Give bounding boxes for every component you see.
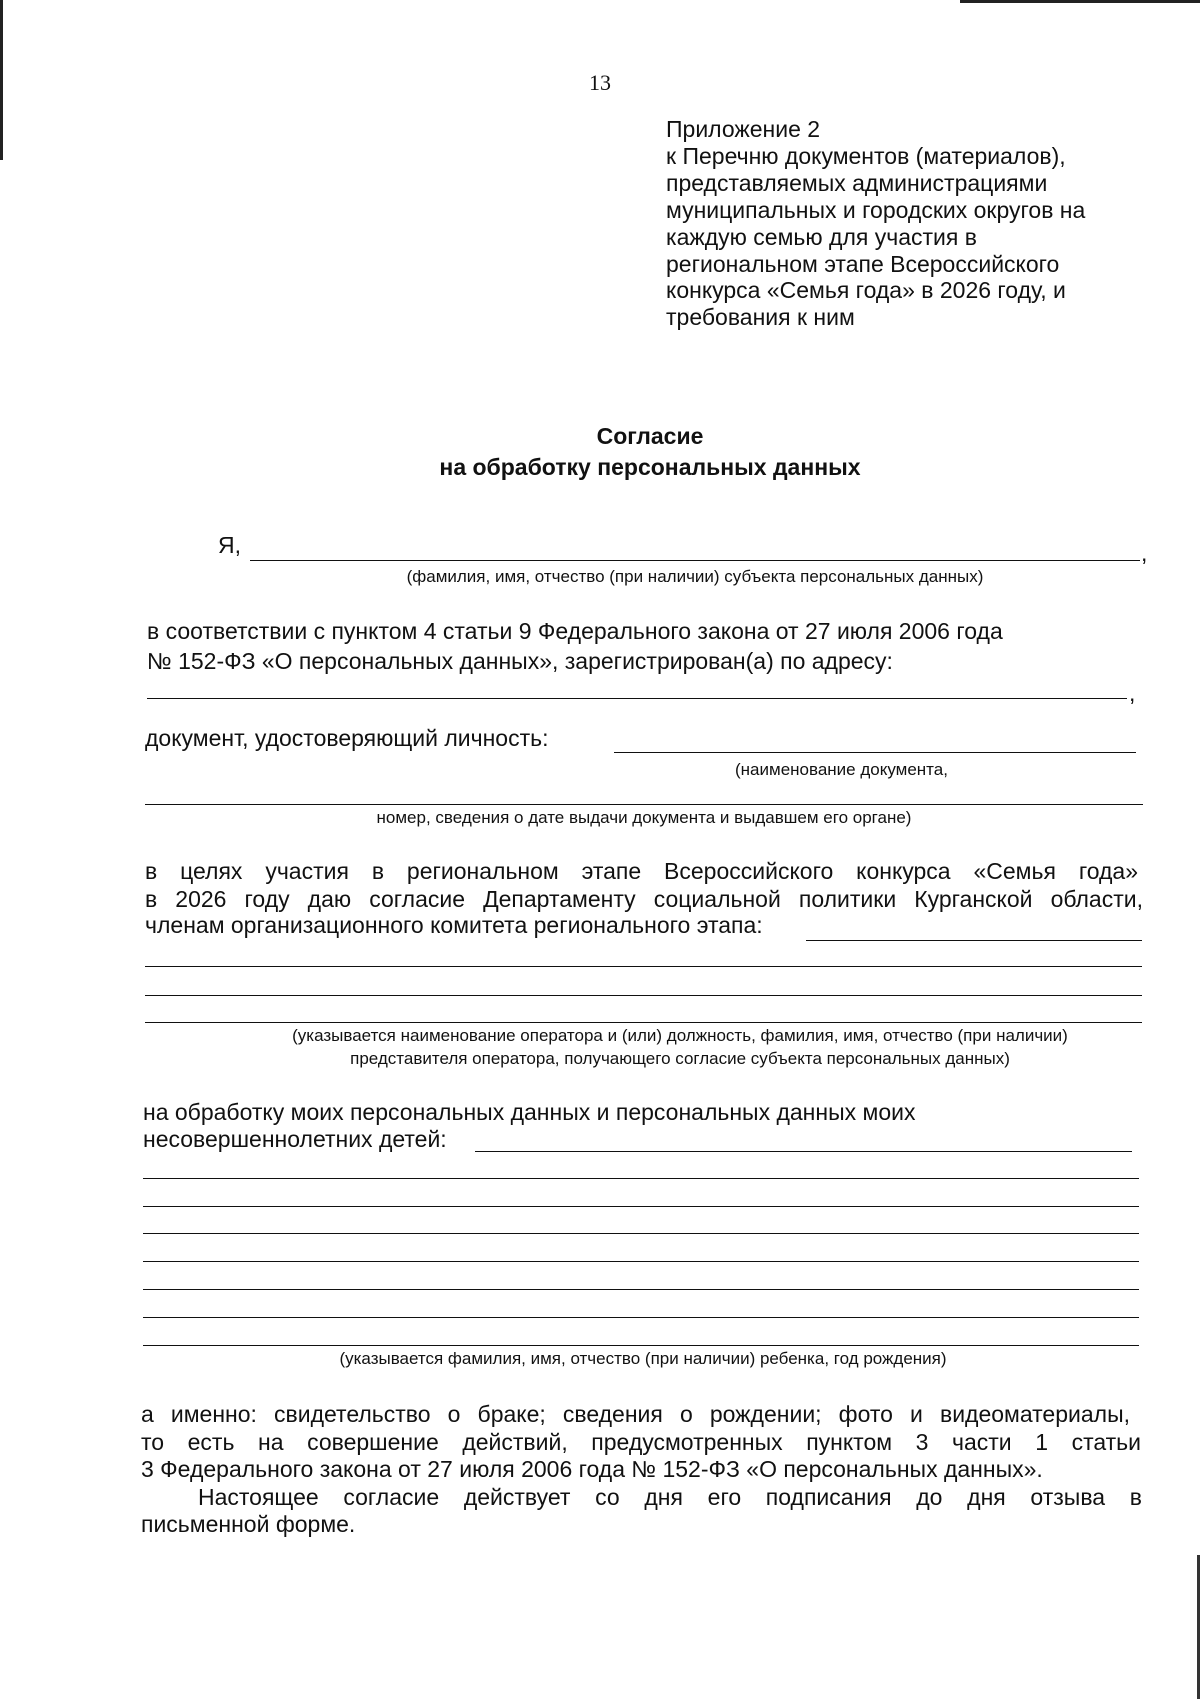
annex-line: требования к ним (666, 304, 855, 331)
address-fill-line[interactable] (147, 698, 1127, 699)
validity-text-line: Настоящее согласие действует со дня его подписания до дня отзыва в (198, 1484, 1142, 1510)
children-fill-line[interactable] (475, 1151, 1132, 1152)
annex-block (666, 116, 1085, 331)
annex-line: Приложение 2 (666, 116, 821, 142)
operator-fill-line[interactable] (145, 966, 1142, 967)
children-fill-line[interactable] (143, 1206, 1139, 1207)
operator-fill-line[interactable] (806, 940, 1142, 941)
doc-details-caption: номер, сведения о дате выдачи документа и выдавшем его органе) (376, 808, 912, 827)
operator-caption: представителя оператора, получающего согласие субъекта персональных данных) (350, 1049, 1010, 1068)
purpose-text-line: в целях участия в региональном этапе Всероссийского конкурса «Семья года» (145, 858, 1138, 884)
doc-caption: (наименование документа, (735, 760, 948, 779)
scan-edge-top (960, 0, 1200, 3)
name-caption: (фамилия, имя, отчество (при наличии) субъекта персональных данных) (406, 567, 984, 586)
annex-line: представляемых администрациями (666, 169, 1048, 196)
law-text-line: № 152-ФЗ «О персональных данных», зарегистрирован(а) по адресу: (147, 648, 893, 674)
annex-line: каждую семью для участия в (666, 223, 977, 250)
document-title: Согласие (596, 423, 704, 449)
document-subtitle: на обработку персональных данных (439, 454, 861, 480)
annex-line: региональном этапе Всероссийского (666, 250, 1060, 277)
children-text-line: несовершеннолетних детей: (143, 1126, 447, 1152)
namely-text-line: то есть на совершение действий, предусмотренных пунктом 3 части 1 статьи (141, 1429, 1141, 1455)
annex-line: конкурса «Семья года» в 2026 году, и (666, 277, 1066, 304)
children-fill-line[interactable] (143, 1317, 1139, 1318)
validity-text-line: письменной форме. (141, 1511, 356, 1537)
operator-fill-line[interactable] (145, 995, 1142, 996)
operator-caption: (указывается наименование оператора и (или) должность, фамилия, имя, отчество (при наличии) (292, 1026, 1068, 1045)
children-text-line: на обработку моих персональных данных и персональных данных моих (143, 1099, 916, 1125)
children-fill-line[interactable] (143, 1289, 1139, 1290)
children-fill-line[interactable] (143, 1178, 1139, 1179)
annex-line: к Перечню документов (материалов), (666, 142, 1066, 169)
purpose-text-line: членам организационного комитета регионального этапа: (145, 912, 763, 938)
children-fill-line[interactable] (143, 1345, 1139, 1346)
doc-label: документ, удостоверяющий личность: (145, 725, 549, 751)
law-text-line: в соответствии с пунктом 4 статьи 9 Федерального закона от 27 июля 2006 года (147, 618, 1003, 644)
purpose-text-line: в 2026 году даю согласие Департаменту социальной политики Курганской области, (145, 886, 1143, 912)
namely-text-line: 3 Федерального закона от 27 июля 2006 года № 152-ФЗ «О персональных данных». (141, 1456, 1043, 1482)
namely-text-line: а именно: свидетельство о браке; сведения о рождении; фото и видеоматериалы, (141, 1401, 1130, 1427)
ya-label: Я, (218, 532, 241, 558)
comma: , (1129, 680, 1136, 706)
annex-line: муниципальных и городских округов на (666, 196, 1086, 223)
doc-details-fill-line[interactable] (145, 804, 1143, 805)
children-caption: (указывается фамилия, имя, отчество (при наличии) ребенка, год рождения) (339, 1349, 947, 1368)
doc-fill-line[interactable] (614, 752, 1136, 753)
name-fill-line[interactable] (250, 560, 1140, 561)
comma: , (1141, 540, 1148, 566)
children-fill-line[interactable] (143, 1233, 1139, 1234)
page-number: 13 (589, 70, 611, 95)
operator-fill-line[interactable] (145, 1022, 1142, 1023)
children-fill-line[interactable] (143, 1261, 1139, 1262)
